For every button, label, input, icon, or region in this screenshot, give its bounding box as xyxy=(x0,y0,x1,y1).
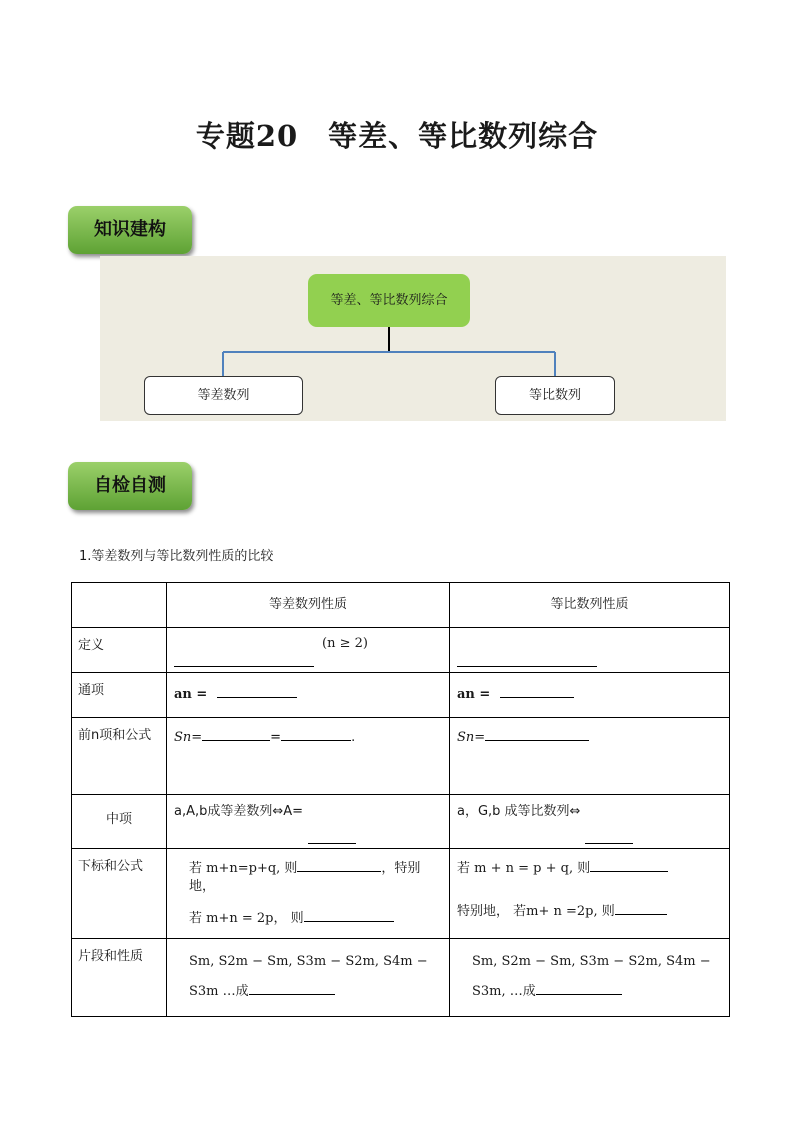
subscript-sum-special: ，特别地， xyxy=(189,861,421,894)
segment-sum-text: Sm, S2m − Sm, S3m − S2m, S4m − xyxy=(472,954,711,969)
general-term-label: an = xyxy=(174,687,208,702)
table-header-cell: 等差数列性质 xyxy=(167,583,450,628)
table-row xyxy=(72,718,730,795)
section-badge-knowledge: 知识建构 xyxy=(68,206,192,254)
table-cell xyxy=(450,849,730,939)
knowledge-diagram xyxy=(100,256,726,421)
diagram-root-node: 等差、等比数列综合 xyxy=(308,274,470,327)
sum-label: Sn= xyxy=(457,730,486,745)
page-title: 专题20 等差、等比数列综合 xyxy=(195,119,599,153)
table-cell xyxy=(450,673,730,718)
answer-blank xyxy=(585,829,633,844)
table-cell xyxy=(450,628,730,673)
table-row xyxy=(72,795,730,849)
segment-sum-text: Sm, S2m − Sm, S3m − S2m, S4m − xyxy=(189,954,428,969)
answer-blank xyxy=(485,726,589,741)
table-cell xyxy=(167,939,450,1017)
table-row xyxy=(72,628,730,673)
table-row xyxy=(72,849,730,939)
question-title: 1.等差数列与等比数列性质的比较 xyxy=(79,549,274,564)
row-label: 通项 xyxy=(72,673,167,718)
table-row xyxy=(72,939,730,1017)
equals-sign: = xyxy=(270,730,282,745)
period: . xyxy=(351,730,356,745)
answer-blank xyxy=(457,652,597,667)
answer-blank xyxy=(500,683,574,698)
row-label: 定义 xyxy=(72,628,167,673)
answer-blank xyxy=(174,652,314,667)
table-cell xyxy=(167,673,450,718)
subscript-sum-text: 若 m+n=p+q, 则 xyxy=(189,861,298,876)
table-cell xyxy=(450,718,730,795)
row-label: 前n项和公式 xyxy=(72,718,167,795)
subscript-sum-text-2: 若 m+n = 2p， 则 xyxy=(189,911,304,927)
table-cell xyxy=(450,939,730,1017)
table-header-cell: 等比数列性质 xyxy=(450,583,730,628)
arith-middle-term: a,A,b成等差数列⇔A= xyxy=(174,804,304,819)
comparison-table xyxy=(71,582,730,1017)
answer-blank xyxy=(281,726,351,741)
diagram-node-arithmetic: 等差数列 xyxy=(144,376,303,415)
table-cell xyxy=(167,718,450,795)
diagram-node-geometric: 等比数列 xyxy=(495,376,615,415)
answer-blank xyxy=(536,980,622,995)
row-label: 中项 xyxy=(72,795,167,849)
table-header-cell xyxy=(72,583,167,628)
general-term-label: an = xyxy=(457,687,491,702)
answer-blank xyxy=(202,726,270,741)
subscript-sum-text: 若 m + n = p + q, 则 xyxy=(457,861,591,876)
segment-sum-text-2: S3m, …成 xyxy=(472,983,536,999)
answer-blank xyxy=(297,857,381,872)
segment-sum-text-2: S3m …成 xyxy=(189,983,249,999)
answer-blank xyxy=(304,907,394,922)
answer-blank xyxy=(590,857,668,872)
table-row xyxy=(72,673,730,718)
table-cell xyxy=(167,628,450,673)
sum-label: Sn= xyxy=(174,730,203,745)
row-label: 下标和公式 xyxy=(72,849,167,939)
geo-middle-term: a，G,b 成等比数列⇔ xyxy=(457,804,581,819)
table-cell xyxy=(167,849,450,939)
section-badge-selfcheck: 自检自测 xyxy=(68,462,192,510)
answer-blank xyxy=(249,980,335,995)
table-cell xyxy=(167,795,450,849)
subscript-sum-text-2: 特别地， 若m+ n =2p, 则 xyxy=(457,903,615,919)
definition-condition: (n ≥ 2) xyxy=(322,636,368,651)
answer-blank xyxy=(217,683,297,698)
answer-blank xyxy=(308,829,356,844)
answer-blank xyxy=(615,900,667,915)
row-label: 片段和性质 xyxy=(72,939,167,1017)
table-row xyxy=(72,583,730,628)
table-cell xyxy=(450,795,730,849)
